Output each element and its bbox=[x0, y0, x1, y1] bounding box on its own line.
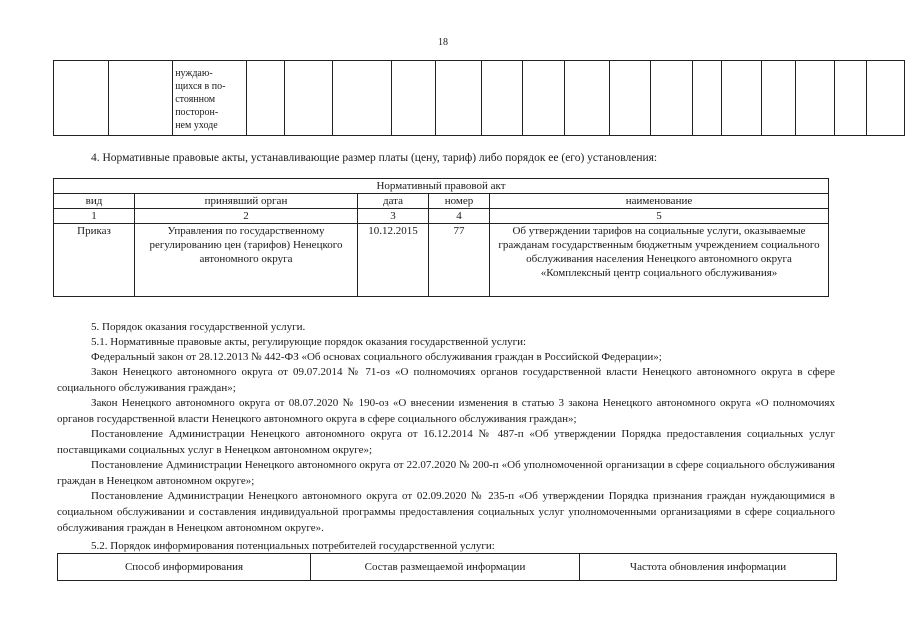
col-number: 3 bbox=[358, 209, 429, 224]
normative-act-table bbox=[53, 178, 829, 297]
col-number: 2 bbox=[135, 209, 358, 224]
header-number: номер bbox=[429, 194, 490, 209]
informing-table bbox=[57, 553, 837, 581]
section-5-2-title: 5.2. Порядок информирования потенциальных потребителей государственной услуги: bbox=[91, 540, 495, 552]
col-number: 4 bbox=[429, 209, 490, 224]
header-kind: вид bbox=[54, 194, 135, 209]
info-header-method: Способ информирования bbox=[58, 554, 311, 581]
page-number: 18 bbox=[438, 37, 448, 48]
fragment-cell-text: нуждаю- щихся в по- стоянном посторон- нем уходе bbox=[175, 68, 226, 131]
act-number: 77 bbox=[429, 224, 490, 297]
section-5-title: 5. Порядок оказания государственной услуги. bbox=[91, 321, 306, 333]
law-item: Закон Ненецкого автономного округа от 09.07.2014 № 71-оз «О полномочиях органов государственной власти Ненецкого автономного округа в сфере социального обслуживания граждан»; bbox=[57, 366, 835, 394]
act-kind: Приказ bbox=[54, 224, 135, 297]
law-item: Постановление Администрации Ненецкого автономного округа от 16.12.2014 № 487-п «Об утверждении Порядка предоставления социальных услуг поставщиками социальных услуг в Ненецком автономном округе»; bbox=[57, 428, 835, 456]
col-number: 1 bbox=[54, 209, 135, 224]
law-item: Федеральный закон от 28.12.2013 № 442-ФЗ «Об основах социального обслуживания граждан в Российской Федерации»; bbox=[91, 351, 662, 363]
section-4-title: 4. Нормативные правовые акты, устанавливающие размер платы (цену, тариф) либо порядок ее (его) установления: bbox=[91, 152, 658, 164]
law-item: Постановление Администрации Ненецкого автономного округа от 22.07.2020 № 200-п «Об уполномоченной организации в сфере социального обслуживания граждан в Ненецком автономном округе»; bbox=[57, 459, 835, 487]
act-authority: Управления по государственному регулированию цен (тарифов) Ненецкого автономного округа bbox=[149, 225, 343, 265]
service-table-fragment bbox=[53, 60, 905, 136]
info-header-content: Состав размещаемой информации bbox=[311, 554, 580, 581]
act-name: Об утверждении тарифов на социальные услуги, оказываемые гражданам государственным бюджетным учреждением социального обслуживания населения Ненецкого автономного округа «Комплексный центр социального обслуживания» bbox=[490, 224, 829, 297]
header-name: наименование bbox=[490, 194, 829, 209]
law-item: Закон Ненецкого автономного округа от 08.07.2020 № 190-оз «О внесении изменения в статью 3 закона Ненецкого автономного округа «О полномочиях органов государственной власти Ненецкого автономного округа в сфере социального обслуживания граждан»; bbox=[57, 397, 835, 425]
col-number: 5 bbox=[490, 209, 829, 224]
header-authority: принявший орган bbox=[135, 194, 358, 209]
section-5-1-title: 5.1. Нормативные правовые акты, регулирующие порядок оказания государственной услуги: bbox=[91, 336, 527, 348]
header-date: дата bbox=[358, 194, 429, 209]
act-group-header: Нормативный правовой акт bbox=[54, 179, 829, 194]
law-item: Постановление Администрации Ненецкого автономного округа от 02.09.2020 № 235-п «Об утверждении Порядка признания граждан нуждающимися в социальном обслуживании и составления индивидуальной программы предоставления социальных услуг уполномоченными организациями в сфере социального обслуживания граждан в Ненецком автономном округе». bbox=[57, 490, 835, 534]
info-header-frequency: Частота обновления информации bbox=[580, 554, 837, 581]
act-date: 10.12.2015 bbox=[358, 224, 429, 297]
